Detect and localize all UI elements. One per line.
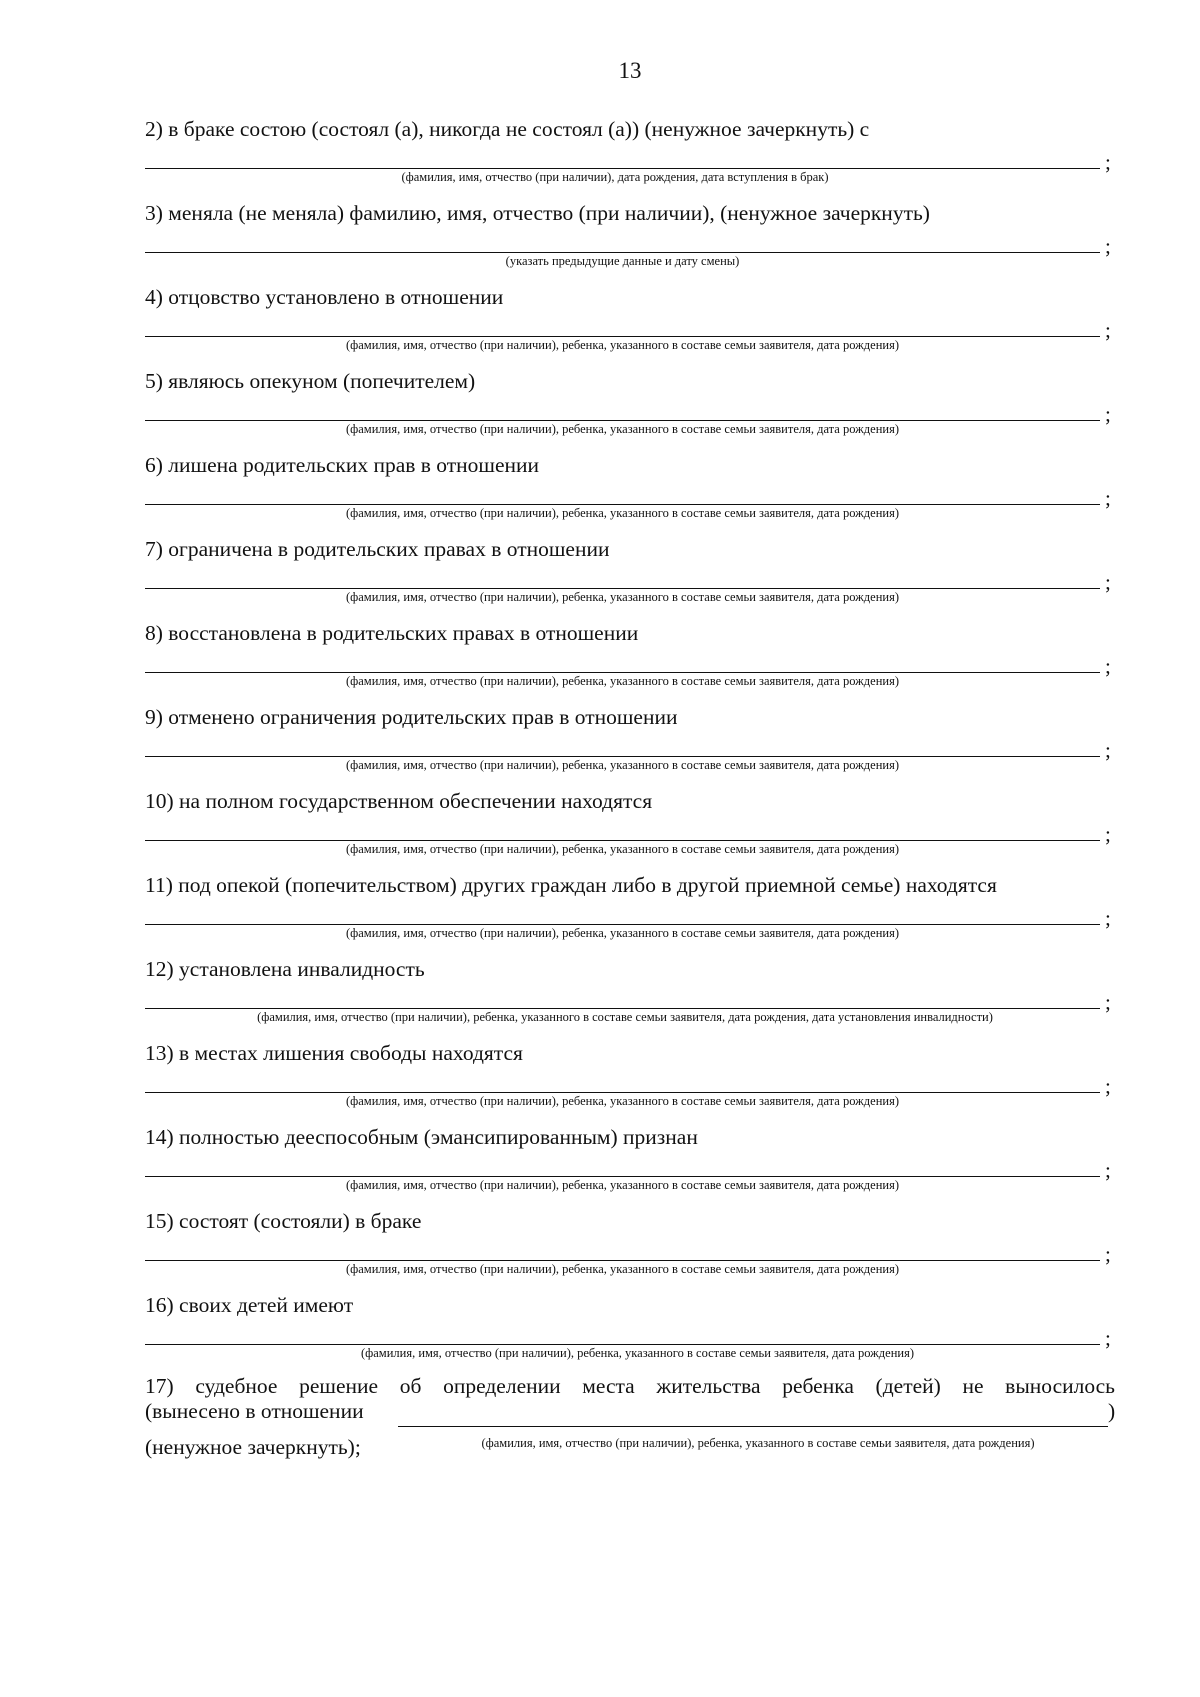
field-caption: (фамилия, имя, отчество (при наличии), ребенка, указанного в составе семьи заявителя, дата рождения) bbox=[481, 1436, 1035, 1450]
fill-in-line[interactable] bbox=[145, 1344, 1100, 1345]
field-caption: (фамилия, имя, отчество (при наличии), ребенка, указанного в составе семьи заявителя, дата рождения) bbox=[346, 842, 899, 856]
field-caption: (фамилия, имя, отчество (при наличии), ребенка, указанного в составе семьи заявителя, дата рождения) bbox=[346, 1094, 899, 1108]
item-label-continuation: (вынесено в отношении bbox=[145, 1399, 364, 1423]
item-label: 13) в местах лишения свободы находятся bbox=[145, 1041, 523, 1065]
item-label: 5) являюсь опекуном (попечителем) bbox=[145, 369, 476, 393]
fill-in-line[interactable] bbox=[145, 672, 1100, 673]
field-caption: (фамилия, имя, отчество (при наличии), ребенка, указанного в составе семьи заявителя, дата рождения) bbox=[346, 1178, 899, 1192]
fill-in-line[interactable] bbox=[145, 588, 1100, 589]
field-caption: (фамилия, имя, отчество (при наличии), ребенка, указанного в составе семьи заявителя, дата рождения) bbox=[346, 338, 899, 352]
form-item-9 bbox=[145, 700, 1115, 784]
form-item-5 bbox=[145, 364, 1115, 448]
item-label: 3) меняла (не меняла) фамилию, имя, отчество (при наличии), (ненужное зачеркнуть) bbox=[145, 201, 930, 225]
fill-in-line[interactable] bbox=[398, 1426, 1108, 1427]
item-label: 15) состоят (состояли) в браке bbox=[145, 1209, 422, 1233]
line-end: ; bbox=[1105, 654, 1111, 678]
fill-in-line[interactable] bbox=[145, 1092, 1100, 1093]
form-item-10 bbox=[145, 784, 1115, 868]
closing-note: (ненужное зачеркнуть); bbox=[145, 1435, 361, 1459]
line-end: ; bbox=[1105, 1158, 1111, 1182]
item-label: 11) под опекой (попечительством) других граждан либо в другой приемной семье) находятся bbox=[145, 873, 997, 897]
form-item-2 bbox=[145, 112, 1115, 196]
field-caption: (фамилия, имя, отчество (при наличии), ребенка, указанного в составе семьи заявителя, дата рождения, дата установления инвалидности) bbox=[257, 1010, 993, 1024]
form-item-3 bbox=[145, 196, 1115, 280]
field-caption: (фамилия, имя, отчество (при наличии), ребенка, указанного в составе семьи заявителя, дата рождения) bbox=[346, 422, 899, 436]
field-caption: (фамилия, имя, отчество (при наличии), ребенка, указанного в составе семьи заявителя, дата рождения) bbox=[346, 1262, 899, 1276]
field-caption: (фамилия, имя, отчество (при наличии), ребенка, указанного в составе семьи заявителя, дата рождения) bbox=[346, 506, 899, 520]
form-item-11 bbox=[145, 868, 1115, 952]
form-item-7 bbox=[145, 532, 1115, 616]
form-item-13 bbox=[145, 1036, 1115, 1120]
form-item-4 bbox=[145, 280, 1115, 364]
item-label: 17) судебное решение об определении места жительства ребенка (детей) не выносилось bbox=[145, 1374, 1115, 1398]
line-end: ; bbox=[1105, 234, 1111, 258]
form-item-14 bbox=[145, 1120, 1115, 1204]
form-items bbox=[145, 112, 1116, 1450]
field-caption: (указать предыдущие данные и дату смены) bbox=[505, 254, 740, 268]
line-end: ; bbox=[1105, 570, 1111, 594]
fill-in-line[interactable] bbox=[145, 1008, 1100, 1009]
field-caption: (фамилия, имя, отчество (при наличии), дата рождения, дата вступления в брак) bbox=[401, 170, 829, 184]
form-item-6 bbox=[145, 448, 1115, 532]
line-end: ; bbox=[1105, 822, 1111, 846]
line-end: ; bbox=[1105, 402, 1111, 426]
line-end: ; bbox=[1105, 990, 1111, 1014]
form-item-8 bbox=[145, 616, 1115, 700]
item-label: 16) своих детей имеют bbox=[145, 1293, 354, 1317]
fill-in-line[interactable] bbox=[145, 840, 1100, 841]
fill-in-line[interactable] bbox=[145, 336, 1100, 337]
fill-in-line[interactable] bbox=[145, 168, 1100, 169]
fill-in-line[interactable] bbox=[145, 1260, 1100, 1261]
line-end: ; bbox=[1105, 150, 1111, 174]
item-label: 14) полностью дееспособным (эмансипированным) признан bbox=[145, 1125, 698, 1149]
item-label: 7) ограничена в родительских правах в отношении bbox=[145, 537, 610, 561]
line-end: ; bbox=[1105, 1326, 1111, 1350]
item-label: 6) лишена родительских прав в отношении bbox=[145, 453, 540, 477]
item-label: 8) восстановлена в родительских правах в отношении bbox=[145, 621, 639, 645]
line-end: ; bbox=[1105, 738, 1111, 762]
line-end: ; bbox=[1105, 318, 1111, 342]
field-caption: (фамилия, имя, отчество (при наличии), ребенка, указанного в составе семьи заявителя, дата рождения) bbox=[361, 1346, 914, 1360]
form-item-15 bbox=[145, 1204, 1115, 1288]
line-end: ; bbox=[1105, 1242, 1111, 1266]
fill-in-line[interactable] bbox=[145, 1176, 1100, 1177]
line-end: ; bbox=[1105, 1074, 1111, 1098]
item-17-second-line bbox=[145, 1399, 1115, 1429]
field-caption: (фамилия, имя, отчество (при наличии), ребенка, указанного в составе семьи заявителя, дата рождения) bbox=[346, 674, 899, 688]
item-label: 4) отцовство установлено в отношении bbox=[145, 285, 504, 309]
field-caption: (фамилия, имя, отчество (при наличии), ребенка, указанного в составе семьи заявителя, дата рождения) bbox=[346, 758, 899, 772]
line-end: ; bbox=[1105, 906, 1111, 930]
closing-paren: ) bbox=[1108, 1399, 1116, 1423]
item-label: 9) отменено ограничения родительских прав в отношении bbox=[145, 705, 678, 729]
fill-in-line[interactable] bbox=[145, 504, 1100, 505]
item-label: 12) установлена инвалидность bbox=[145, 957, 425, 981]
field-caption: (фамилия, имя, отчество (при наличии), ребенка, указанного в составе семьи заявителя, дата рождения) bbox=[346, 926, 899, 940]
form-item-12 bbox=[145, 952, 1115, 1036]
line-end: ; bbox=[1105, 486, 1111, 510]
item-label: 10) на полном государственном обеспечении находятся bbox=[145, 789, 653, 813]
fill-in-line[interactable] bbox=[145, 924, 1100, 925]
form-item-16 bbox=[145, 1288, 1115, 1372]
field-caption: (фамилия, имя, отчество (при наличии), ребенка, указанного в составе семьи заявителя, дата рождения) bbox=[346, 590, 899, 604]
item-label: 2) в браке состою (состоял (а), никогда не состоял (а)) (ненужное зачеркнуть) с bbox=[145, 117, 870, 141]
fill-in-line[interactable] bbox=[145, 756, 1100, 757]
fill-in-line[interactable] bbox=[145, 252, 1100, 253]
page-number: 13 bbox=[618, 58, 642, 83]
fill-in-line[interactable] bbox=[145, 420, 1100, 421]
